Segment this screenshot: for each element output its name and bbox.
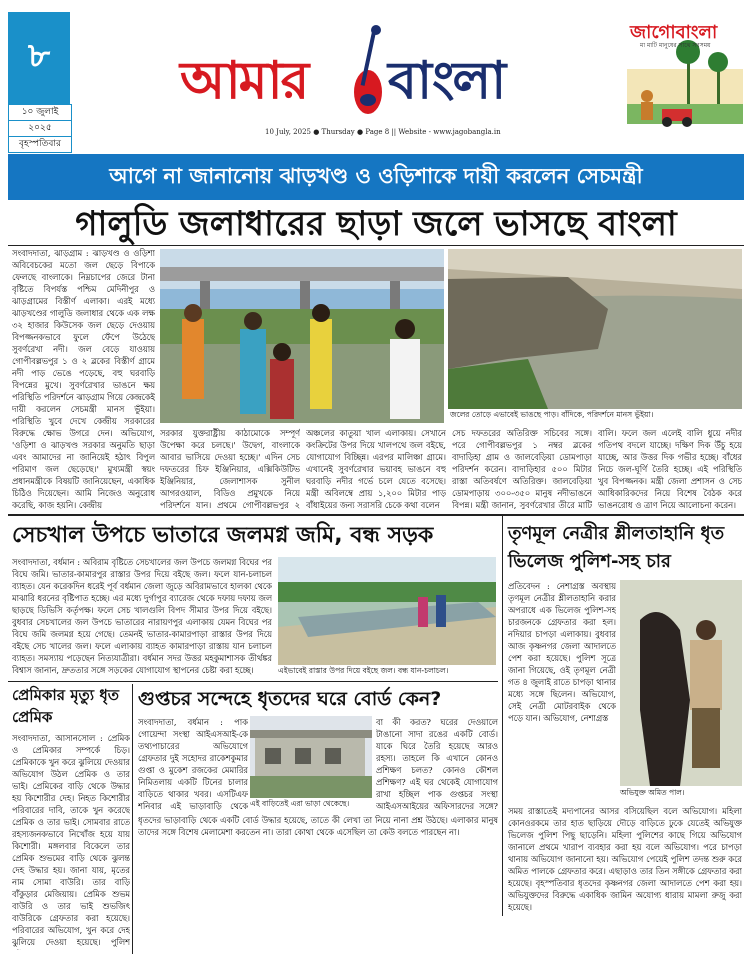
rule (502, 516, 503, 916)
logo-text-right: বাংলা (388, 51, 505, 111)
sister-paper-tagline: মা মাটি মানুষের সাথে সবসময় (640, 42, 711, 49)
logo-text-left: আমার (180, 51, 308, 111)
page-number: ৮ (8, 12, 70, 104)
sister-paper-logo: জাগোবাংলা (630, 22, 718, 43)
guptochor-caption: এই বাড়িতেই এরা ভাড়া থেকেছে। (250, 799, 350, 808)
guptochor-column-3: ধৃতদের ভাড়াবাড়ি থেকে একটি বোর্ড উদ্ধার হয়েছে, তাতে কী লেখা তা নিয়ে নানা প্রশ্ন উঠছে। এলাকার মানুষ তাদের সঙ্গে বিশেষ মেলামেশা করতেন না। তারা কোথা থেকে এসেছিল তা কেউ বলতে পারছেন না। (138, 815, 498, 837)
weekday-label: বৃহস্পতিবার (19, 139, 61, 149)
date-label: ১০ জুলাই (9, 105, 71, 121)
lead-column-4: সেচ দফতরের অতিরিক্ত সচিবের সঙ্গে। পরে গোপীবল্লভপুর ১ নম্বর ব্লকের বাদাড়িহা গ্রাম ও জালবেড়িয়া ডোমপাড়া পরিদর্শন করেন। বাদাড়িহার ৫০০ মিটার রাস্তা অতিবর্ষণে অতিরিক্ত। জালবেড়িয়া ডোমপাড়ায় ৩০০-৩৫০ মানুষ নদীভাঙনে বিপন্ন। মন্ত্রী জানান, সুবর্ণরেখার তীরে মাটি (452, 428, 592, 509)
lead-column-1: সংবাদদাতা, ঝাড়গ্রাম : ঝাড়খণ্ড ও ওড়িশা অবিবেচকের মতো জল ছেড়ে বিপাকে ফেলছে বাংলাকে। নিম্নচাপের জেরে টানা বৃষ্টিতে বিপর্যস্ত পশ্চিম মেদিনীপুর ও ঝাড়গ্রামের বিস্তীর্ণ এলাকা। এরই মধ্যে ঝাড়খণ্ডের গালুডি জলাধার থেকে এক লক্ষ ৩২ হাজার কিউসেক জল ছেড়ে দেওয়ায় বিপজ্জনকভাবে ফুলে ফেঁপে উঠেছে সুবর্ণরেখা নদী। জল বেড়ে যাওয়ায় গোপীবল্লভপুর ১ ও ২ ব্লকের বিস্তীর্ণ গ্রামে নদী পাড় ভেঙে পড়েছে, বহু ঘরবাড়ি বিপন্নের মুখে। সুবর্ণরেখার ভাঙনে ক্ষয় পরিস্থিতি পরিদর্শনে ঝাড়গ্রাম গিয়ে কেন্দ্রকেই দায়ী করলেন সেচমন্ত্রী মানস ভুঁইয়া। পরিস্থিতি খুবে দেখে কেন্দ্রীয় সরকারের বিরুদ্ধে ক্ষোভ উগরে দেন। অভিযোগ, 'ওড়িশা ও ঝাড়খণ্ড সরকার অনুমতি ছাড়া এবং আমাদের না জানিয়েই হঠাৎ বিপুল পরিমাণ জল ছেড়েছে।' মুখ্যমন্ত্রী স্বয়ং প্রধানমন্ত্রীকে বিষয়টি জানিয়েছেন, একাধিক চিঠিও দিয়েছেন। আমি নিজেও অনুরোধ করেছি, কাজ হয়নি। কেন্দ্রীয় (12, 248, 155, 509)
trinamool-caption: অভিযুক্ত অমিত পাল। (620, 788, 685, 797)
lead-column-5: বালি। ফলে জল এলেই বালি ধুয়ে নদীর গতিপথ বদলে যাচ্ছে। দক্ষিণ দিক উঁচু হয়ে যাচ্ছে, আর উত্তর দিক গভীর হচ্ছে। বাঁধের নিচে জল-ঘূর্ণি তৈরি হচ্ছে। এই পরিস্থিতি খুব বিপজ্জনক। মন্ত্রী জেলা প্রশাসন ও সেচ আধিকারিকদের নিয়ে বিশেষ বৈঠক করে ভাঙনরোধ ও ত্রাণ নিয়ে আলোচনা করেন। (598, 428, 742, 509)
guptochor-headline: গুপ্তচর সন্দেহে ধৃতদের ঘরে বোর্ড কেন? (138, 688, 442, 710)
lead-headline: গালুডি জলাধারের ছাড়া জলে ভাসছে বাংলা (75, 204, 677, 244)
rule (8, 245, 744, 246)
waterlogged-road-photo (278, 557, 496, 665)
banner-headline: আগে না জানানোয় ঝাড়খণ্ড ও ওড়িশাকে দায়ী করলেন সেচমন্ত্রী (109, 163, 643, 188)
rule (8, 514, 744, 516)
date-box (8, 104, 72, 153)
dateline: 10 July, 2025 ● Thursday ● Page 8 || Website - www.jagobangla.in (265, 128, 501, 136)
rule (8, 681, 498, 682)
trinamool-body: সময় রাস্তাতেই মদ্যপানের আসর বসিয়েছিল বলে অভিযোগ। মহিলা কোনওরকমে তার হাত ছাড়িয়ে দৌড়ে বাড়িতে ঢুকে যেতেই অভিযুক্ত ভিলেজ পুলিশ পিছু ছাড়েনি। মহিলা পুলিশের কাছে গিয়ে অভিযোগ জানালে প্রথমে খারাপ ব্যবহার করা হয় বলে অভিযোগ। পরে চাপড়া থানায় অভিযোগ জানানো হয়। অভিযোগ পেয়েই পুলিশ তদন্ত শুরু করে অমিত পালকে গ্রেফতার করে। এছাড়াও তার তিন সঙ্গীকে গ্রেফতার করা হয়েছে। বৃহস্পতিবার ধৃতদের কৃষ্ণনগর জেলা আদালতে পেশ করা হয়। অভিযুক্তদের বিরুদ্ধে একাধিক জামিন অযোগ্য ধারায় মামলা রুজু করা হয়েছে। (508, 806, 742, 912)
premika-body: সংবাদদাতা, আসানসোল : প্রেমিক ও প্রেমিকার সম্পর্কে চিড়। প্রেমিকাকে খুন করে ঝুলিয়ে দেওয়ার অভিযোগ উঠল প্রেমিক ও তার ভাই। প্রেমিকের বাড়ি থেকে উদ্ধার হয় কিশোরীর দেহ। নিহত কিশোরীর পরিবারের দাবি, তাকে খুন করেছে প্রেমিক ও তার ভাই। সোমবার রাতে রহস্যজনকভাবে নিখোঁজ হয়ে যায় কিশোরী। মঙ্গলবার বিকেলে তার প্রেমিক শুভমের বাড়ি থেকে ঝুলন্ত দেহ উদ্ধার হয়। জানা যায়, মৃতের নাম সোমা বাউরি। তার বাড়ি বাঁকুড়ার মেজিয়ায়। প্রেমিক শুভম বাউরি ও তার ভাই শুভজিৎ বাউরিকে গ্রেফতার করা হয়েছে। পরিবারের অভিযোগ, খুন করে দেহ ঝুলিয়ে দেওয়া হয়েছে। পুলিশ (12, 733, 130, 947)
seche-caption: এইভাবেই রাস্তার উপর দিয়ে বইছে জল। বন্ধ যান-চলাচল। (278, 666, 449, 675)
erosion-photo (448, 249, 742, 409)
trinamool-headline: তৃণমূল নেত্রীর শ্লীলতাহানি ধৃত ভিলেজ পুলিশ-সহ চার (508, 523, 725, 572)
rented-house-photo (250, 716, 372, 798)
seche-headline: সেচখাল উপচে ভাতারে জলমগ্ন জমি, বন্ধ সড়ক (12, 523, 434, 548)
inspection-photo (160, 249, 444, 423)
trinamool-intro: প্রতিবেদন : নেশাগ্রস্ত অবস্থায় তৃণমূল নেত্রীর শ্লীলতাহানি করার অপরাধে এক ভিলেজ পুলিশ-সহ চারজনকে গ্রেফতার করা হল। নদিয়ার চাপড়া এলাকায়। বুধবার আজ কৃষ্ণনগর জেলা আদালতে পেশ করা হয়েছে। পুলিশ সূত্রে জানা গিয়েছে, ওই তৃণমূল নেত্রী গত ৪ জুলাই রাতে চাপড়া থানার মধ্যে সঙ্গে ছিলেন। অভিযোগ, সেই নেত্রী মোটরবাইক থেকে পড়ে যান। অভিযোগ, নেশাগ্রস্ত (508, 581, 616, 723)
accused-horse-photo (620, 580, 742, 786)
lead-column-2: সরকার যুক্তরাষ্ট্রীয় কাঠামোকে সম্পূর্ণ উপেক্ষা করে চলছে।' উদ্বেগ, বাংলাকে আবার ভাসিয়ে দেওয়া হচ্ছে।' এদিন সেচ দফতরের চিফ ইঞ্জিনিয়ার, এক্সিকিউটিভ ইঞ্জিনিয়ার, জেলাশাসক সুনীল আগরওয়াল, বিডিও প্রমুখকে নিয়ে পরিদর্শনে যান। প্রথমে গোপীবল্লভপুর ২ (160, 428, 300, 509)
erosion-caption: জলের তোড়ে এভাবেই ভাঙছে পাড়। বাঁদিকে, পরিদর্শনে মানস ভুঁইয়া। (450, 410, 654, 419)
year-label: ২০২৫ (9, 121, 71, 137)
lead-column-3: অঞ্চলের কাতুয়া খাল এলাকায়। সেখানে কংক্রিটের উপর দিয়ে খালপথে জল বইছে, যোগাযোগ বিচ্ছিন্ন। এরপর মালিঞ্চা গ্রামে। এখানেই সুবর্ণরেখার ভয়াবহ ভাঙনে বহু ঘরবাড়ি নদীর গর্ভে চলে যেতে বসেছে। মন্ত্রী অবিলম্বে প্রায় ১,২০০ মিটার পাড় বাঁধাইয়ের জন্য সরাসরি চেকে কথা বলেন (306, 428, 446, 509)
guptochor-column-2: বা কী করত? ঘরের দেওয়ালে টাঙানো সাদা রঙের একটি বোর্ড। যাকে ঘিরে তৈরি হয়েছে আরও রহস্য। তাহলে কি এখানে কোনও প্রশিক্ষণ চলত? কোনও কৌশল প্রশিক্ষণ? এই ঘর থেকেই যোগাযোগ রাখা হচ্ছিল পাক গুপ্তচর সংস্থা আইএসআইয়ের অফিসারদের সঙ্গে? (376, 717, 498, 811)
guptochor-column-1: সংবাদদাতা, বর্ধমান : পাক গোয়েন্দা সংস্থা আইএসআই-কে তথ্যপাচারের অভিযোগে গ্রেফতার দুই সহোদর রাকেশকুমার গুপ্তা ও মুকেশ রজকের মেমারির নিমিতলায় একটি টিনের চালার বাড়িতে থাকার খবর। এসটিএফ শনিবার এই ভাড়াবাড়ি থেকে (138, 717, 248, 811)
rule (132, 684, 133, 954)
premika-headline: প্রেমিকার মৃত্যু ধৃত প্রেমিক (12, 686, 120, 726)
seche-body: সংবাদদাতা, বর্ধমান : অবিরাম বৃষ্টিতে সেচখালের জল উপচে জলমগ্ন বিঘের পর বিঘে জমি। ভাতার-কামারপুর রাস্তার উপর দিয়ে বইছে জল। ফলে যান-চলাচল ব্যাহত। যেন করেকদিন ধরেই পূর্ব বর্ধমান জেলা জুড়ে অবিরামভাবে হালকা থেকে মাঝারি ধরনের বৃষ্টিপাত হচ্ছে। এর মধ্যে দুর্গাপুর ব্যারেজ থেকে দফায় দফায় জল ছাড়ছে ডিভিসি কর্তৃপক্ষ। ফলে সেচ খালগুলি বিপদ সীমার উপর দিয়ে বইছে। বুধবার সেচখালের জল উপচে ভাতারের নারায়ণপুর এলাকায় যেমন বিঘের পর বিঘে জমি জলমগ্ন হয়ে গেছে। তেমনই ভাতার-কামারপাড়া রাস্তার উপর দিয়ে বইছে সেচ খালের জল। ফলে এলাকায় ব্যাহত কামারপাড়া রাস্তায় যান চলাচল ব্যাহত। সমস্যায় পড়েছেন নিত্যযাত্রীরা। বর্ধমান সদর উত্তর মহকুমাশাসক তীর্থঙ্কর বিশ্বাস জানান, দ্রুততার সঙ্গে সড়কের যোগাযোগ স্থাপনের চেষ্টা করা হচ্ছে। (12, 557, 272, 675)
